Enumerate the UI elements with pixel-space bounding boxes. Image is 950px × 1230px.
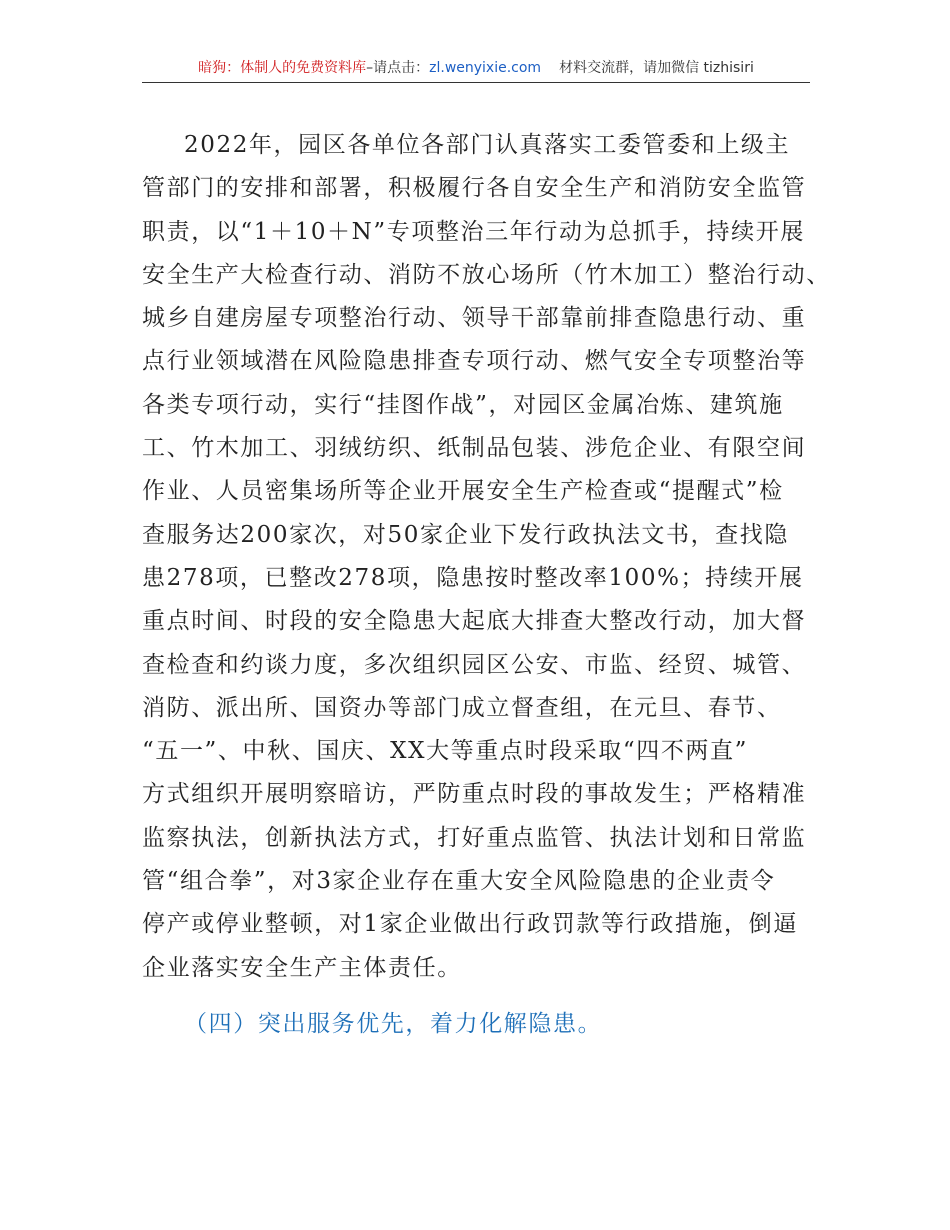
paragraph-line: 停产或停业整顿，对1家企业做出行政罚款等行政措施，倒逼 xyxy=(142,911,798,938)
paragraph-line: 职责，以“1＋10＋N”专项整治三年行动为总抓手，持续开展 xyxy=(142,218,805,245)
header-contact: 材料交流群，请加微信 tizhisiri xyxy=(559,60,754,76)
paragraph-line: 查检查和约谈力度，多次组织园区公安、市监、经贸、城管、 xyxy=(142,651,807,678)
paragraph-line: 企业落实安全生产主体责任。 xyxy=(142,954,462,981)
paragraph-line: 患278项，已整改278项，隐患按时整改率100%；持续开展 xyxy=(142,564,804,591)
body-paragraph xyxy=(142,124,831,990)
paragraph-line: 管部门的安排和部署，积极履行各自安全生产和消防安全监管 xyxy=(142,175,807,202)
paragraph-line: 方式组织开展明察暗访，严防重点时段的事故发生；严格精准 xyxy=(142,781,807,808)
paragraph-line: 查服务达200家次，对50家企业下发行政执法文书，查找隐 xyxy=(142,521,789,548)
paragraph-line: 安全生产大检查行动、消防不放心场所（竹木加工）整治行动、 xyxy=(142,261,831,288)
paragraph-line: 重点时间、时段的安全隐患大起底大排查大整改行动，加大督 xyxy=(142,608,807,635)
header-prompt: –请点击： xyxy=(366,60,430,76)
paragraph-line: “五一”、中秋、国庆、XX大等重点时段采取“四不两直” xyxy=(142,738,748,765)
paragraph-line: 监察执法，创新执法方式，打好重点监管、执法计划和日常监 xyxy=(142,824,807,851)
paragraph-line: 城乡自建房屋专项整治行动、领导干部靠前排查隐患行动、重 xyxy=(142,305,807,332)
paragraph-line: 各类专项行动，实行“挂图作战”，对园区金属冶炼、建筑施 xyxy=(142,391,784,418)
paragraph-line: 2022年，园区各单位各部门认真落实工委管委和上级主 xyxy=(184,132,791,158)
paragraph-line: 工、竹木加工、羽绒纺织、纸制品包装、涉危企业、有限空间 xyxy=(142,435,807,462)
section-heading: （四）突出服务优先，着力化解隐患。 xyxy=(184,1011,603,1037)
paragraph-line: 消防、派出所、国资办等部门成立督查组，在元旦、春节、 xyxy=(142,694,782,721)
paragraph-line: 管“组合拳”，对3家企业存在重大安全风险隐患的企业责令 xyxy=(142,868,776,895)
page-header xyxy=(142,58,810,83)
header-site-link[interactable]: zl.wenyixie.com xyxy=(429,60,542,76)
header-promo: 暗狗：体制人的免费资料库 xyxy=(198,60,367,76)
paragraph-line: 点行业领域潜在风险隐患排查专项行动、燃气安全专项整治等 xyxy=(142,348,807,375)
paragraph-line: 作业、人员密集场所等企业开展安全生产检查或“提醒式”检 xyxy=(142,478,784,505)
